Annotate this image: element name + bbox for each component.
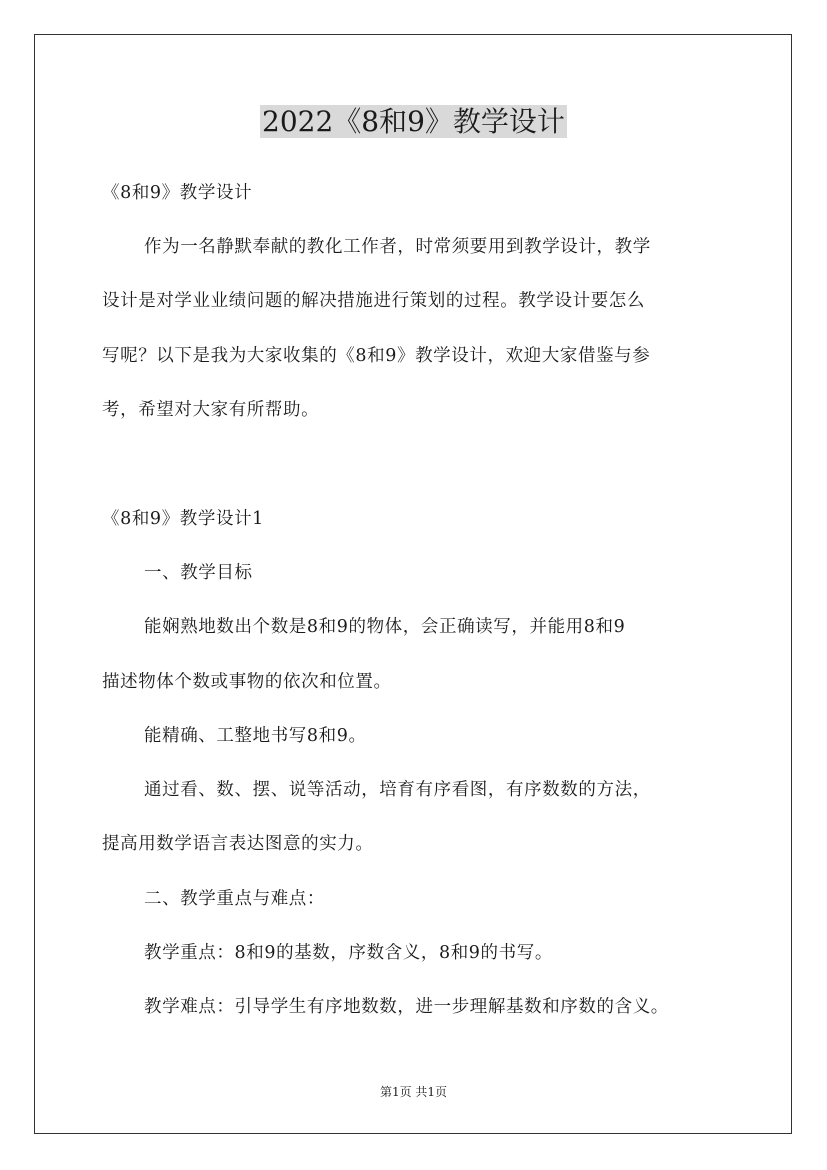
paragraph-line: 能娴熟地数出个数是8和9的物体，会正确读写，并能用8和9 — [144, 617, 626, 637]
page-footer: 第1页 共1页 — [379, 1085, 448, 1099]
subheading-objectives: 一、教学目标 — [144, 563, 253, 583]
paragraph-line: 描述物体个数或事物的依次和位置。 — [102, 672, 392, 692]
section-heading-design-1: 《8和9》教学设计1 — [102, 509, 264, 529]
paragraph-line: 教学重点：8和9的基数，序数含义，8和9的书写。 — [144, 943, 553, 963]
paragraph-line: 提高用数学语言表达图意的实力。 — [102, 834, 374, 854]
paragraph-line: 作为一名静默奉献的教化工作者，时常须要用到教学设计，教学 — [144, 237, 651, 257]
paragraph-line: 设计是对学业业绩问题的解决措施进行策划的过程。教学设计要怎么 — [102, 291, 645, 311]
paragraph-line: 写呢？以下是我为大家收集的《8和9》教学设计，欢迎大家借鉴与参 — [102, 346, 651, 366]
document-title — [0, 100, 827, 144]
paragraph-line: 教学难点：引导学生有序地数数，进一步理解基数和序数的含义。 — [144, 997, 669, 1017]
section-heading-intro: 《8和9》教学设计 — [102, 183, 253, 203]
paragraph-line: 通过看、数、摆、说等活动，培育有序看图，有序数数的方法， — [144, 780, 651, 800]
document-title-text: 2022《8和9》教学设计 — [262, 105, 565, 138]
subheading-key-points: 二、教学重点与难点： — [144, 889, 325, 909]
paragraph-line: 能精确、工整地书写8和9。 — [144, 726, 367, 746]
paragraph-line: 考，希望对大家有所帮助。 — [102, 400, 320, 420]
